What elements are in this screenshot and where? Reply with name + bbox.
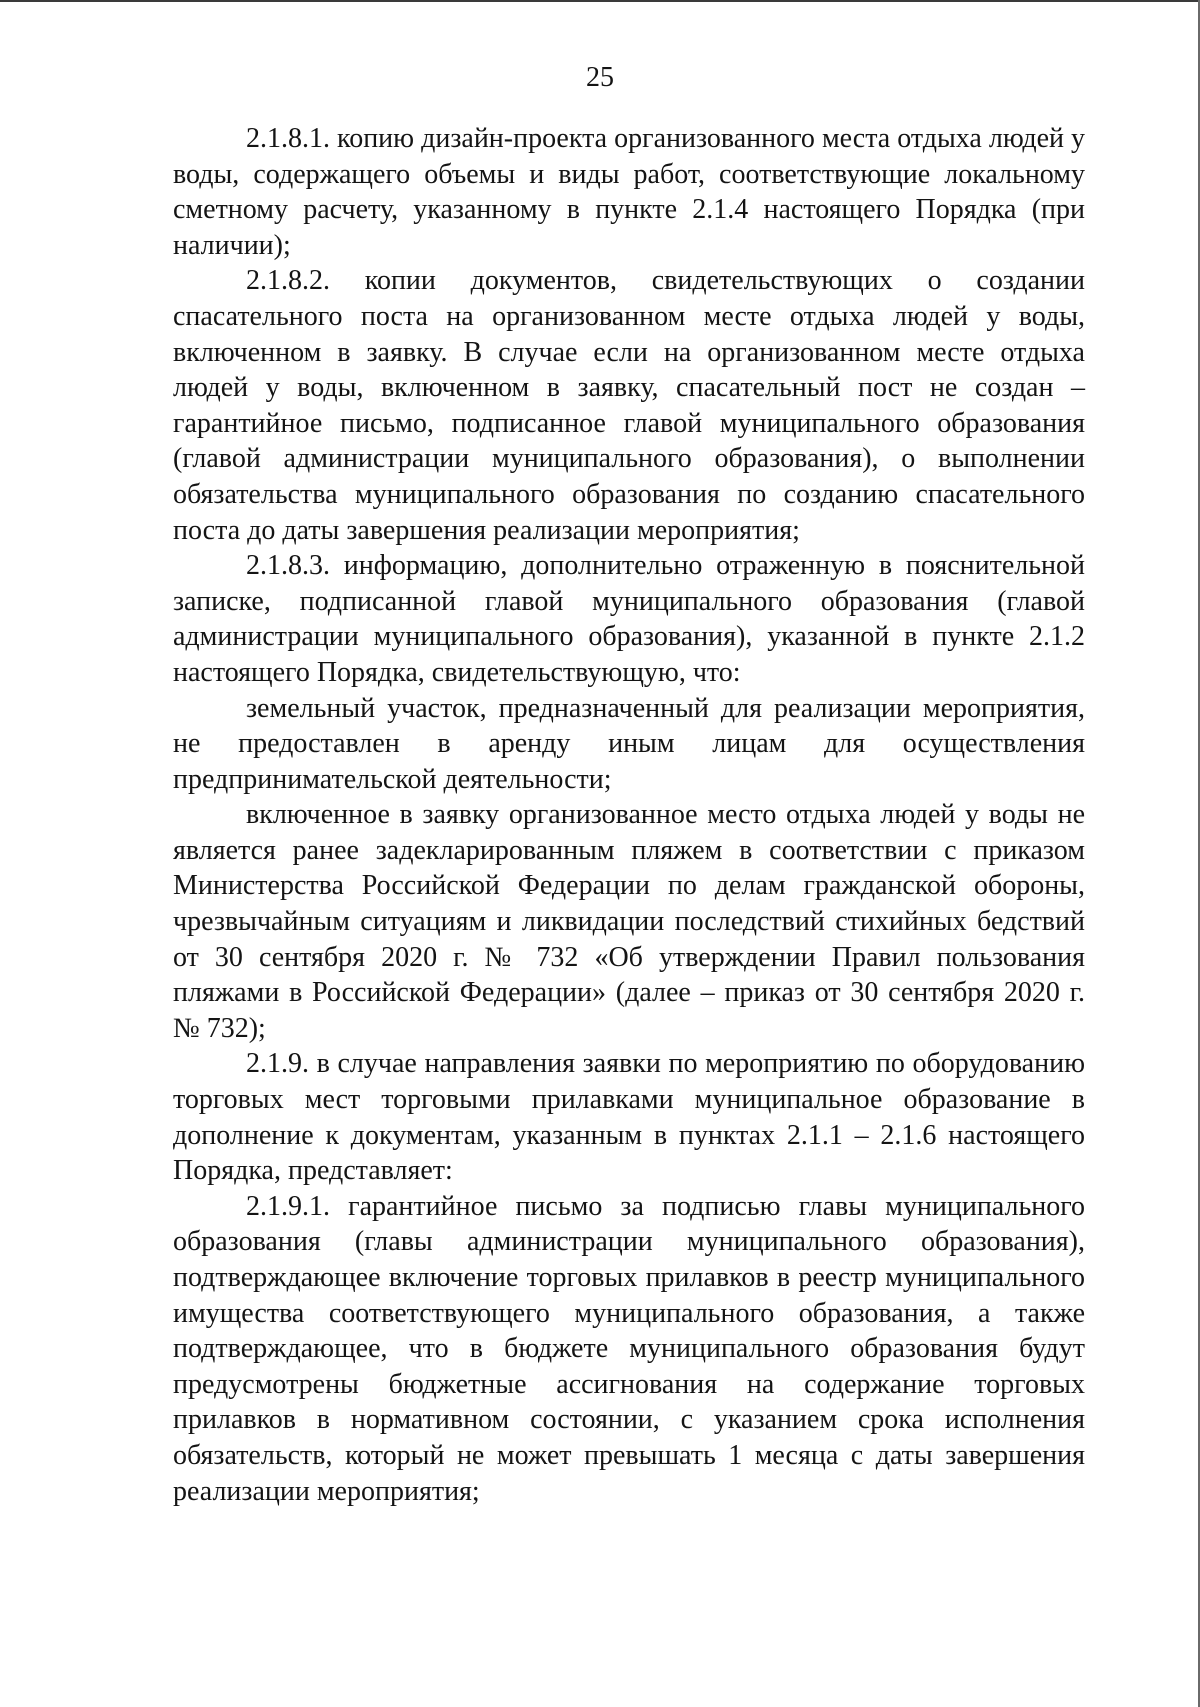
- paragraph-land-plot: земельный участок, предназначенный для реализации мероприятия, не предоставлен в аренду иным лицам для осуществления предпринимательской деятельности;: [173, 692, 1085, 795]
- paragraph-2-1-9-1: 2.1.9.1. гарантийное письмо за подписью главы муниципального образования (главы администрации муниципального образования), подтверждающее включение торговых прилавков в реестр муниципального имущества соответствующего муниципального образования, а также подтверждающее, что в бюджете муниципального образования будут предусмотрены бюджетные ассигнования на содержание торговых прилавков в нормативном состоянии, с указанием срока исполнения обязательств, который не может превышать 1 месяца с даты завершения реализации мероприятия;: [173, 1190, 1085, 1507]
- scan-edge-top: [0, 0, 1200, 2]
- document-body: [173, 121, 1085, 1509]
- paragraph-2-1-8-1: 2.1.8.1. копию дизайн-проекта организованного места отдыха людей у воды, содержащего объемы и виды работ, соответствующие локальному сметному расчету, указанному в пункте 2.1.4 настоящего Порядка (при наличии);: [173, 123, 1085, 261]
- paragraph-2-1-8-2: 2.1.8.2. копии документов, свидетельствующих о создании спасательного поста на организованном месте отдыха людей у воды, включенном в заявку. В случае если на организованном месте отдыха людей у воды, включенном в заявку, спасательный пост не создан – гарантийное письмо, подписанное главой муниципального образования (главой администрации муниципального образования), о выполнении обязательства муниципального образования по созданию спасательного поста до даты завершения реализации мероприятия;: [173, 265, 1085, 546]
- page-number: 25: [586, 62, 614, 93]
- paragraph-beach-status: включенное в заявку организованное место отдыха людей у воды не является ранее задекларированным пляжем в соответствии с приказом Министерства Российской Федерации по делам гражданской обороны, чрезвычайным ситуациям и ликвидации последствий стихийных бедствий от 30 сентября 2020 г. № 732 «Об утверждении Правил пользования пляжами в Российской Федерации» (далее – приказ от 30 сентября 2020 г. № 732);: [173, 799, 1085, 1044]
- paragraph-2-1-9: 2.1.9. в случае направления заявки по мероприятию по оборудованию торговых мест торговыми прилавками муниципальное образование в дополнение к документам, указанным в пунктах 2.1.1 – 2.1.6 настоящего Порядка, представляет:: [173, 1048, 1085, 1187]
- paragraph-2-1-8-3: 2.1.8.3. информацию, дополнительно отраженную в пояснительной записке, подписанной главой муниципального образования (главой администрации муниципального образования), указанной в пункте 2.1.2 настоящего Порядка, свидетельствующую, что:: [173, 550, 1085, 688]
